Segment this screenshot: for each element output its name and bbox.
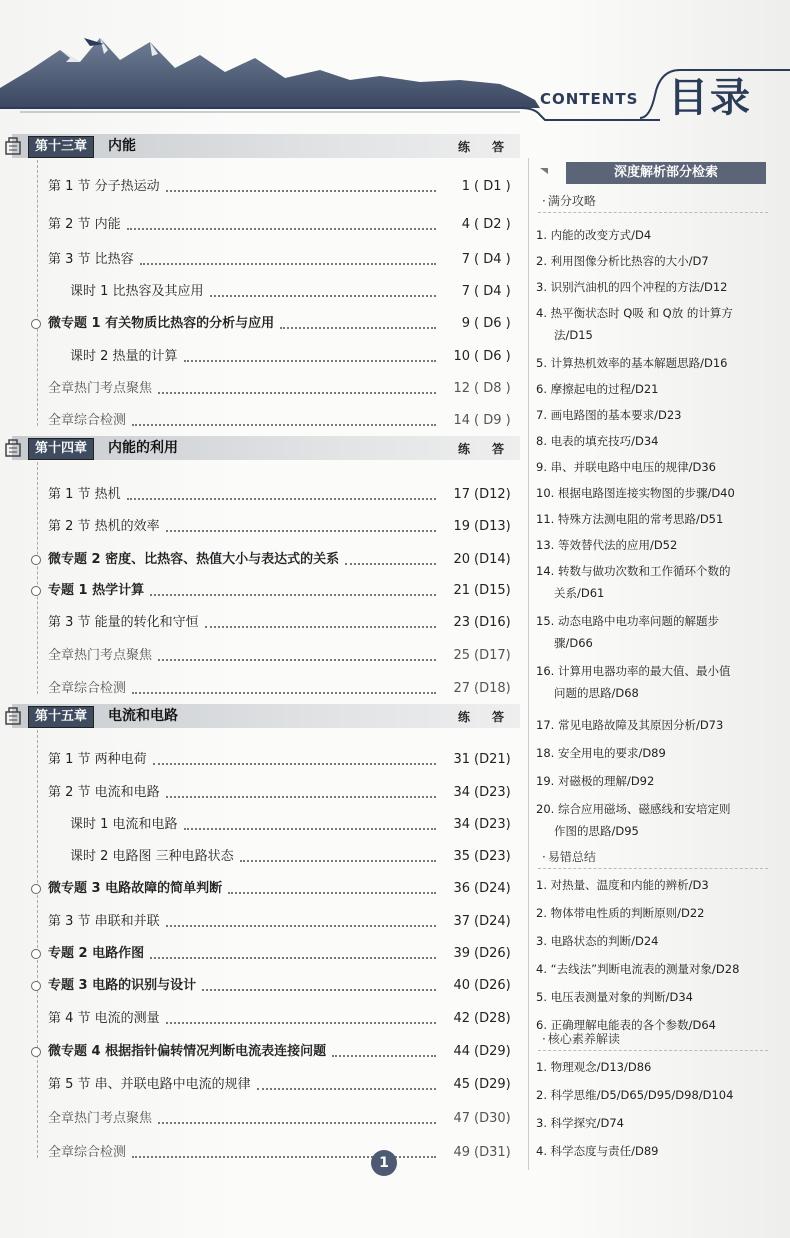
toc-entry-label: 全章综合检测 bbox=[48, 1145, 127, 1160]
index-item[interactable] bbox=[536, 742, 781, 764]
toc-entry-page: 42 bbox=[453, 1011, 470, 1026]
index-item[interactable] bbox=[536, 714, 781, 736]
header-banner bbox=[0, 0, 790, 130]
index-item-text: 2. 科学思维/D5/D65/D95/D98/D104 bbox=[536, 1088, 734, 1102]
toc-entry-answer-page: (D23) bbox=[474, 817, 511, 832]
toc-entry-label: 第 4 节 电流的测量 bbox=[48, 1011, 160, 1026]
toc-entry-label: 微专题 4 根据指针偏转情况判断电流表连接问题 bbox=[48, 1044, 327, 1059]
toc-entry-answer-page: ( D4 ) bbox=[474, 284, 511, 299]
toc-entry-answer-page: (D16) bbox=[474, 615, 511, 630]
toc-entry[interactable] bbox=[48, 1041, 520, 1063]
index-item[interactable] bbox=[536, 404, 781, 426]
toc-guide-line bbox=[37, 730, 38, 1158]
toc-entry-answer-page: (D28) bbox=[474, 1011, 511, 1026]
toc-entry[interactable] bbox=[48, 313, 520, 335]
index-item-text: 6. 正确理解电能表的各个参数/D64 bbox=[536, 1018, 716, 1032]
index-item-text: 9. 串、并联电路中电压的规律/D36 bbox=[536, 460, 716, 474]
toc-entry-label: 微专题 2 密度、比热容、热值大小与表达式的关系 bbox=[48, 552, 340, 567]
index-item-text: 问题的思路/D68 bbox=[554, 686, 639, 700]
answer-column-header: 答 bbox=[492, 140, 505, 154]
toc-entry-label: 专题 3 电路的识别与设计 bbox=[48, 978, 197, 993]
index-item-text: 3. 电路状态的判断/D24 bbox=[536, 934, 659, 948]
index-item[interactable] bbox=[536, 1112, 781, 1134]
toc-entry[interactable] bbox=[48, 1142, 520, 1164]
dot-leader bbox=[332, 1041, 436, 1057]
dot-leader bbox=[158, 378, 436, 394]
index-item-text: 19. 对磁极的理解/D92 bbox=[536, 774, 655, 788]
dot-leader bbox=[127, 484, 436, 500]
toc-entry[interactable] bbox=[48, 249, 520, 271]
toc-entry[interactable] bbox=[48, 176, 520, 198]
chapter-tag: 第十五章 bbox=[28, 706, 94, 728]
toc-entry-answer-page: (D24) bbox=[474, 881, 511, 896]
toc-entry-answer-page: (D26) bbox=[474, 978, 511, 993]
toc-entry-page: 36 bbox=[453, 881, 470, 896]
index-item[interactable] bbox=[536, 986, 781, 1008]
answer-column-header: 答 bbox=[492, 442, 505, 456]
toc-entry-page: 44 bbox=[453, 1044, 470, 1059]
toc-entry-page: 20 bbox=[453, 552, 470, 567]
toc-entry-label: 课时 1 比热容及其应用 bbox=[70, 284, 204, 299]
toc-entry-page: 34 bbox=[453, 817, 470, 832]
index-item[interactable] bbox=[536, 874, 781, 896]
toc-entry-page: 31 bbox=[453, 752, 470, 767]
topic-bullet-icon bbox=[31, 1047, 41, 1057]
toc-entry[interactable] bbox=[48, 214, 520, 236]
toc-entry[interactable] bbox=[48, 410, 520, 432]
chapter-tag: 第十四章 bbox=[28, 438, 94, 460]
toc-entry-page: 17 bbox=[453, 487, 470, 502]
toc-entry[interactable] bbox=[70, 281, 520, 303]
toc-entry-page: 27 bbox=[453, 681, 470, 696]
index-item-text: 4. “去线法”判断电流表的测量对象/D28 bbox=[536, 962, 740, 976]
toc-entry-answer-page: ( D8 ) bbox=[474, 381, 511, 396]
index-item-text: 15. 动态电路中电功率问题的解题步 bbox=[536, 614, 719, 628]
index-item[interactable] bbox=[536, 560, 781, 604]
toc-entry[interactable] bbox=[48, 645, 520, 667]
index-item[interactable] bbox=[536, 798, 781, 842]
toc-entry[interactable] bbox=[70, 814, 520, 836]
toc-entry-label: 微专题 1 有关物质比热容的分析与应用 bbox=[48, 316, 275, 331]
toc-entry-page: 37 bbox=[453, 914, 470, 929]
toc-entry-answer-page: (D29) bbox=[474, 1044, 511, 1059]
index-item[interactable] bbox=[536, 352, 781, 374]
page-number: 1 bbox=[371, 1150, 397, 1176]
dot-leader bbox=[150, 580, 436, 596]
topic-bullet-icon bbox=[31, 884, 41, 894]
index-item-text: 2. 物体带电性质的判断原则/D22 bbox=[536, 906, 705, 920]
index-section-title: · 易错总结 bbox=[542, 848, 596, 865]
topic-bullet-icon bbox=[31, 981, 41, 991]
index-item-text: 6. 摩擦起电的过程/D21 bbox=[536, 382, 659, 396]
toc-entry-answer-page: (D15) bbox=[474, 583, 511, 598]
index-item-text: 8. 电表的填充技巧/D34 bbox=[536, 434, 659, 448]
index-item-text: 13. 等效替代法的应用/D52 bbox=[536, 538, 678, 552]
dot-leader bbox=[210, 281, 436, 297]
index-section-title: · 核心素养解读 bbox=[542, 1030, 620, 1047]
dot-leader bbox=[166, 782, 436, 798]
dot-leader bbox=[228, 878, 436, 894]
index-item-text: 作图的思路/D95 bbox=[554, 824, 639, 838]
column-divider bbox=[528, 158, 529, 1170]
index-item[interactable] bbox=[536, 378, 781, 400]
toc-entry-label: 第 3 节 能量的转化和守恒 bbox=[48, 615, 199, 630]
toc-entry-page: 25 bbox=[453, 648, 470, 663]
toc-entry-label: 专题 2 电路作图 bbox=[48, 946, 145, 961]
index-item-text: 17. 常见电路故障及其原因分析/D73 bbox=[536, 718, 724, 732]
toc-entry[interactable] bbox=[48, 612, 520, 634]
toc-entry-page: 39 bbox=[453, 946, 470, 961]
toc-entry[interactable] bbox=[48, 678, 520, 700]
toc-entry-page: 14 bbox=[453, 413, 470, 428]
toc-entry-answer-page: (D30) bbox=[474, 1111, 511, 1126]
toc-entry-answer-page: (D31) bbox=[474, 1145, 511, 1160]
index-item[interactable] bbox=[536, 770, 781, 792]
index-item[interactable] bbox=[536, 958, 781, 980]
index-item-text: 5. 计算热机效率的基本解题思路/D16 bbox=[536, 356, 728, 370]
toc-entry-page: 7 bbox=[461, 284, 470, 299]
index-item-text: 1. 物理观念/D13/D86 bbox=[536, 1060, 652, 1074]
dot-leader bbox=[158, 1108, 436, 1124]
toc-entry[interactable] bbox=[70, 846, 520, 868]
toc-entry[interactable] bbox=[48, 580, 520, 602]
index-item[interactable] bbox=[536, 610, 781, 654]
toc-entry[interactable] bbox=[48, 1074, 520, 1096]
toc-entry-answer-page: (D17) bbox=[474, 648, 511, 663]
index-item-text: 18. 安全用电的要求/D89 bbox=[536, 746, 666, 760]
toc-entry[interactable] bbox=[48, 484, 520, 506]
toc-entry[interactable] bbox=[48, 782, 520, 804]
dot-leader bbox=[184, 814, 436, 830]
toc-entry[interactable] bbox=[48, 549, 520, 571]
analysis-index-title: 深度解析部分检索 bbox=[566, 162, 766, 184]
dot-leader bbox=[202, 975, 436, 991]
toc-entry-label: 第 3 节 比热容 bbox=[48, 252, 134, 267]
toc-entry-answer-page: ( D6 ) bbox=[474, 349, 511, 364]
dot-leader bbox=[184, 346, 436, 362]
toc-entry-label: 课时 1 电流和电路 bbox=[70, 817, 178, 832]
dot-leader bbox=[140, 249, 436, 265]
topic-bullet-icon bbox=[31, 319, 41, 329]
toc-entry-answer-page: (D23) bbox=[474, 785, 511, 800]
toc-entry-label: 第 1 节 分子热运动 bbox=[48, 179, 160, 194]
toc-entry-answer-page: (D13) bbox=[474, 519, 511, 534]
toc-entry-answer-page: ( D6 ) bbox=[474, 316, 511, 331]
index-item-text: 2. 利用图像分析比热容的大小/D7 bbox=[536, 254, 709, 268]
toc-entry-page: 12 bbox=[453, 381, 470, 396]
chapter-name: 电流和电路 bbox=[108, 708, 178, 724]
dot-leader bbox=[153, 749, 436, 765]
dot-leader bbox=[150, 943, 436, 959]
index-item[interactable] bbox=[536, 276, 781, 298]
dot-leader bbox=[280, 313, 436, 329]
index-item-text: 16. 计算用电器功率的最大值、最小值 bbox=[536, 664, 731, 678]
toc-entry[interactable] bbox=[48, 1108, 520, 1130]
toc-entry-label: 全章热门考点聚焦 bbox=[48, 381, 153, 396]
dot-leader bbox=[166, 1008, 436, 1024]
index-item-text: 5. 电压表测量对象的判断/D34 bbox=[536, 990, 693, 1004]
dot-leader bbox=[205, 612, 436, 628]
chapter-header bbox=[12, 436, 520, 460]
toc-entry[interactable] bbox=[48, 378, 520, 400]
toc-entry-answer-page: (D29) bbox=[474, 1077, 511, 1092]
toc-entry-label: 课时 2 电路图 三种电路状态 bbox=[70, 849, 234, 864]
index-item[interactable] bbox=[536, 1140, 781, 1162]
index-item[interactable] bbox=[536, 660, 781, 704]
index-item[interactable] bbox=[536, 250, 781, 272]
index-item-text: 14. 转数与做功次数和工作循环个数的 bbox=[536, 564, 731, 578]
toc-entry-answer-page: (D24) bbox=[474, 914, 511, 929]
toc-entry-answer-page: (D23) bbox=[474, 849, 511, 864]
toc-entry-label: 全章热门考点聚焦 bbox=[48, 648, 153, 663]
toc-entry-page: 4 bbox=[461, 217, 470, 232]
dot-leader bbox=[166, 911, 436, 927]
topic-bullet-icon bbox=[31, 949, 41, 959]
toc-guide-line bbox=[37, 462, 38, 694]
toc-entry-label: 全章综合检测 bbox=[48, 681, 127, 696]
toc-entry-answer-page: ( D9 ) bbox=[474, 413, 511, 428]
dot-leader bbox=[166, 176, 436, 192]
practice-column-header: 练 bbox=[458, 442, 471, 456]
index-item-text: 1. 对热量、温度和内能的辨析/D3 bbox=[536, 878, 709, 892]
practice-column-header: 练 bbox=[458, 710, 471, 724]
index-item[interactable] bbox=[536, 534, 781, 556]
toc-entry-page: 19 bbox=[453, 519, 470, 534]
index-item[interactable] bbox=[536, 430, 781, 452]
dot-leader bbox=[240, 846, 436, 862]
toc-entry-label: 第 2 节 电流和电路 bbox=[48, 785, 160, 800]
dot-leader bbox=[132, 410, 436, 426]
toc-entry-label: 第 1 节 热机 bbox=[48, 487, 121, 502]
toc-entry-page: 40 bbox=[453, 978, 470, 993]
toc-guide-line bbox=[37, 160, 38, 426]
dot-leader bbox=[166, 516, 436, 532]
index-item[interactable] bbox=[536, 482, 781, 504]
chapter-header bbox=[12, 704, 520, 728]
toc-entry-page: 10 bbox=[453, 349, 470, 364]
answer-column-header: 答 bbox=[492, 710, 505, 724]
toc-entry-answer-page: ( D1 ) bbox=[474, 179, 511, 194]
toc-entry-label: 第 3 节 串联和并联 bbox=[48, 914, 160, 929]
toc-entry-label: 第 1 节 两种电荷 bbox=[48, 752, 147, 767]
chapter-header bbox=[12, 134, 520, 158]
toc-entry-page: 34 bbox=[453, 785, 470, 800]
toc-entry-page: 49 bbox=[453, 1145, 470, 1160]
toc-entry-answer-page: (D26) bbox=[474, 946, 511, 961]
triangle-icon bbox=[540, 168, 548, 174]
index-item-text: 关系/D61 bbox=[554, 586, 605, 600]
index-item-text: 7. 画电路图的基本要求/D23 bbox=[536, 408, 682, 422]
toc-entry[interactable] bbox=[48, 911, 520, 933]
toc-entry[interactable] bbox=[70, 346, 520, 368]
toc-entry[interactable] bbox=[48, 943, 520, 965]
index-item[interactable] bbox=[536, 1084, 781, 1106]
dot-leader bbox=[345, 549, 436, 565]
index-item-text: 1. 内能的改变方式/D4 bbox=[536, 228, 652, 242]
chapter-name: 内能的利用 bbox=[108, 440, 178, 456]
index-item[interactable] bbox=[536, 302, 781, 346]
toc-entry-page: 21 bbox=[453, 583, 470, 598]
toc-entry-answer-page: (D12) bbox=[474, 487, 511, 502]
index-item-text: 3. 科学探究/D74 bbox=[536, 1116, 624, 1130]
book-icon bbox=[4, 134, 24, 158]
index-item[interactable] bbox=[536, 902, 781, 924]
toc-entry-label: 全章热门考点聚焦 bbox=[48, 1111, 153, 1126]
index-item-text: 4. 科学态度与责任/D89 bbox=[536, 1144, 659, 1158]
index-item-text: 3. 识别汽油机的四个冲程的方法/D12 bbox=[536, 280, 728, 294]
toc-entry[interactable] bbox=[48, 749, 520, 771]
toc-entry[interactable] bbox=[48, 516, 520, 538]
toc-entry-label: 第 2 节 热机的效率 bbox=[48, 519, 160, 534]
toc-entry-label: 第 2 节 内能 bbox=[48, 217, 121, 232]
index-item[interactable] bbox=[536, 508, 781, 530]
index-item[interactable] bbox=[536, 224, 781, 246]
topic-bullet-icon bbox=[31, 555, 41, 565]
toc-entry-page: 9 bbox=[461, 316, 470, 331]
toc-entry[interactable] bbox=[48, 975, 520, 997]
chapter-name: 内能 bbox=[108, 138, 136, 154]
toc-entry-answer-page: ( D2 ) bbox=[474, 217, 511, 232]
book-icon bbox=[4, 704, 24, 728]
section-divider bbox=[538, 868, 768, 869]
toc-entry-page: 45 bbox=[453, 1077, 470, 1092]
index-item-text: 4. 热平衡状态时 Q吸 和 Q放 的计算方 bbox=[536, 306, 733, 320]
toc-entry-answer-page: (D14) bbox=[474, 552, 511, 567]
chapter-tag: 第十三章 bbox=[28, 136, 94, 158]
practice-column-header: 练 bbox=[458, 140, 471, 154]
index-item[interactable] bbox=[536, 1056, 781, 1078]
topic-bullet-icon bbox=[31, 586, 41, 596]
index-item-text: 11. 特殊方法测电阻的常考思路/D51 bbox=[536, 512, 724, 526]
index-item-text: 20. 综合应用磁场、磁感线和安培定则 bbox=[536, 802, 731, 816]
contents-english-title: CONTENTS bbox=[540, 90, 639, 108]
index-item[interactable] bbox=[536, 456, 781, 478]
toc-entry-label: 第 5 节 串、并联电路中电流的规律 bbox=[48, 1077, 251, 1092]
toc-entry-answer-page: ( D4 ) bbox=[474, 252, 511, 267]
index-item[interactable] bbox=[536, 930, 781, 952]
book-icon bbox=[4, 436, 24, 460]
contents-chinese-title: 目录 bbox=[668, 75, 752, 121]
toc-entry-answer-page: (D21) bbox=[474, 752, 511, 767]
index-item-text: 骤/D66 bbox=[554, 636, 593, 650]
index-item-text: 10. 根据电路图连接实物图的步骤/D40 bbox=[536, 486, 735, 500]
toc-entry-page: 7 bbox=[461, 252, 470, 267]
dot-leader bbox=[158, 645, 436, 661]
dot-leader bbox=[257, 1074, 436, 1090]
toc-entry-page: 35 bbox=[453, 849, 470, 864]
toc-entry-label: 课时 2 热量的计算 bbox=[70, 349, 178, 364]
toc-entry-page: 23 bbox=[453, 615, 470, 630]
section-divider bbox=[538, 212, 768, 213]
toc-entry-answer-page: (D18) bbox=[474, 681, 511, 696]
toc-entry[interactable] bbox=[48, 878, 520, 900]
dot-leader bbox=[127, 214, 436, 230]
toc-entry-page: 1 bbox=[461, 179, 470, 194]
toc-entry-label: 微专题 3 电路故障的简单判断 bbox=[48, 881, 223, 896]
index-item-text: 法/D15 bbox=[554, 328, 593, 342]
index-section-title: · 满分攻略 bbox=[542, 192, 596, 209]
toc-entry-page: 47 bbox=[453, 1111, 470, 1126]
toc-entry-label: 全章综合检测 bbox=[48, 413, 127, 428]
toc-entry[interactable] bbox=[48, 1008, 520, 1030]
dot-leader bbox=[132, 678, 436, 694]
section-divider bbox=[538, 1050, 768, 1051]
toc-entry-label: 专题 1 热学计算 bbox=[48, 583, 145, 598]
